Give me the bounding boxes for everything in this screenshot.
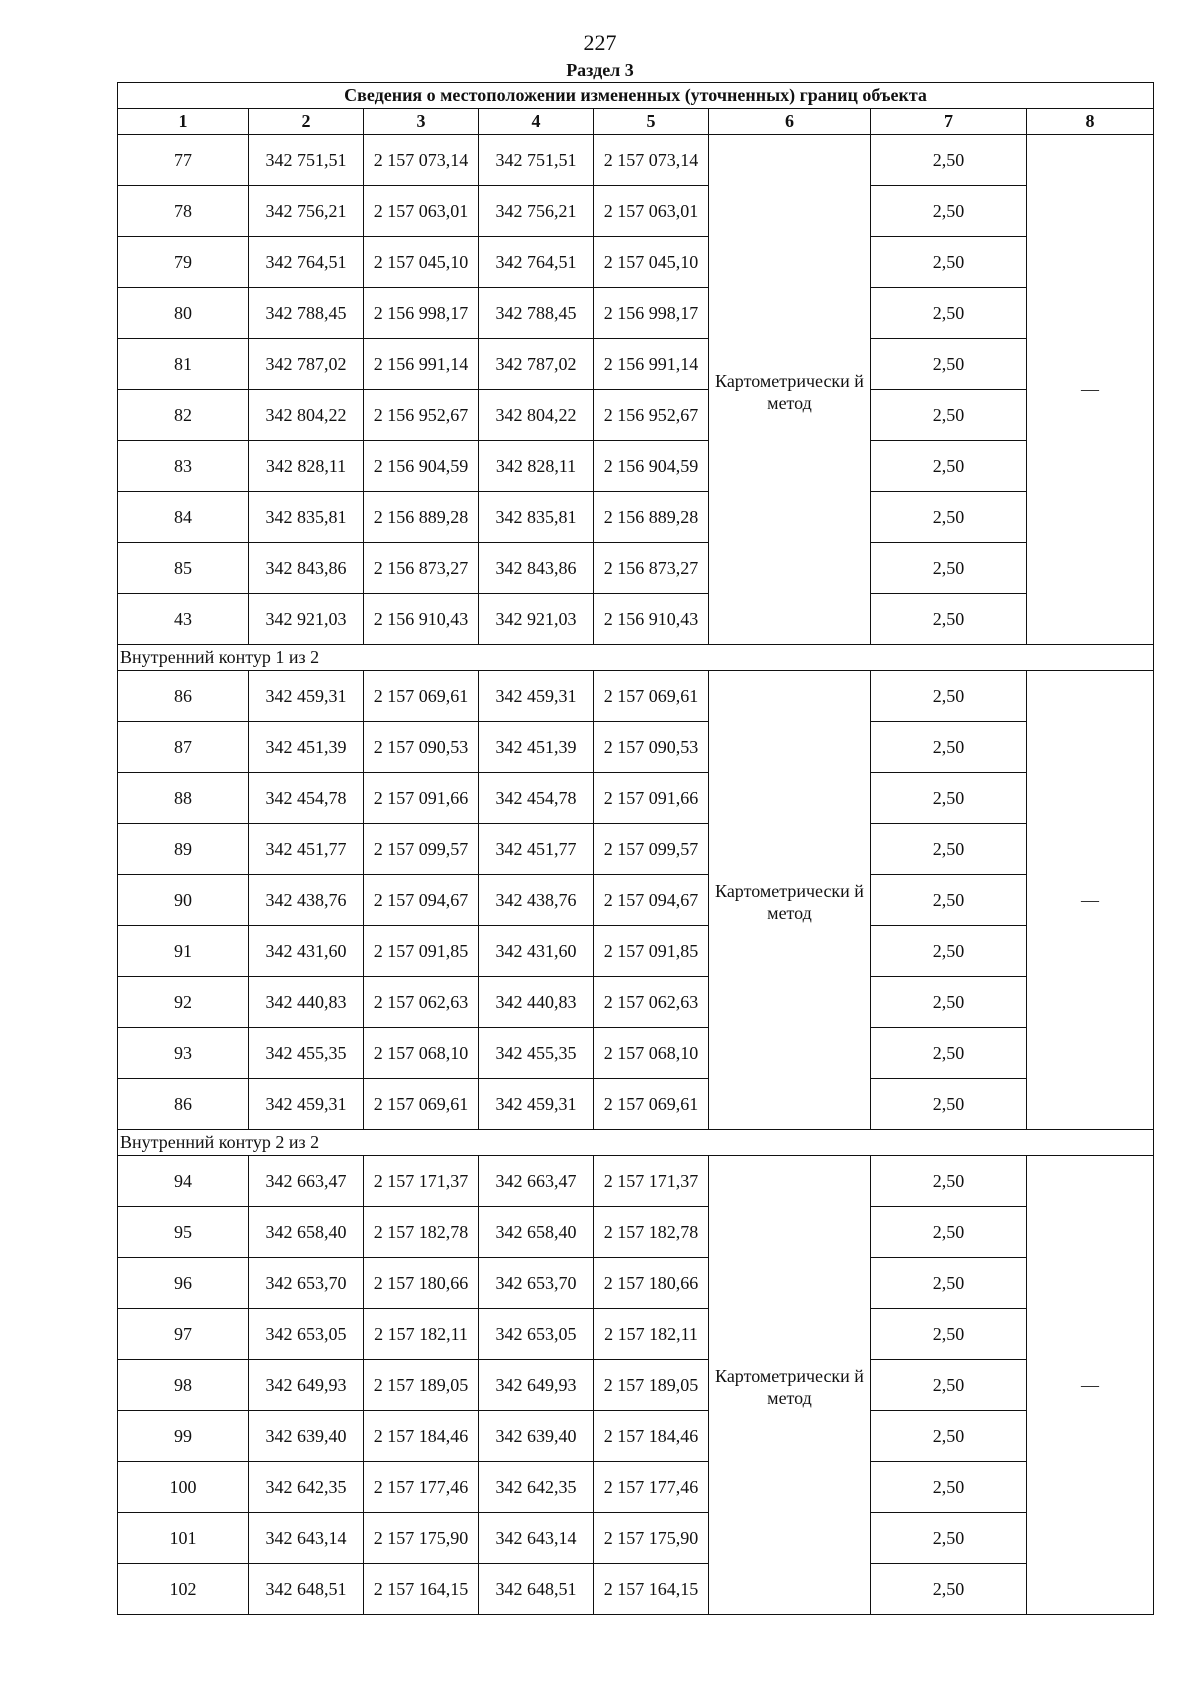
point-number: 88 <box>118 773 249 824</box>
x-new: 342 828,11 <box>479 441 594 492</box>
y-new: 2 156 991,14 <box>594 339 709 390</box>
table-row <box>118 1207 1154 1258</box>
point-number: 79 <box>118 237 249 288</box>
accuracy-value: 2,50 <box>871 1564 1027 1615</box>
note-cell: — <box>1027 135 1154 645</box>
y-new: 2 157 062,63 <box>594 977 709 1028</box>
table-row <box>118 1156 1154 1207</box>
table-row <box>118 773 1154 824</box>
column-number: 5 <box>594 109 709 135</box>
y-existing: 2 156 952,67 <box>364 390 479 441</box>
y-new: 2 157 180,66 <box>594 1258 709 1309</box>
x-existing: 342 459,31 <box>249 671 364 722</box>
y-new: 2 157 189,05 <box>594 1360 709 1411</box>
x-existing: 342 835,81 <box>249 492 364 543</box>
y-existing: 2 157 180,66 <box>364 1258 479 1309</box>
y-existing: 2 156 889,28 <box>364 492 479 543</box>
y-new: 2 157 099,57 <box>594 824 709 875</box>
method-cell: Картометрически й метод <box>709 1156 871 1615</box>
y-existing: 2 157 069,61 <box>364 671 479 722</box>
table-row <box>118 1028 1154 1079</box>
y-existing: 2 157 171,37 <box>364 1156 479 1207</box>
accuracy-value: 2,50 <box>871 1360 1027 1411</box>
x-new: 342 663,47 <box>479 1156 594 1207</box>
x-new: 342 835,81 <box>479 492 594 543</box>
accuracy-value: 2,50 <box>871 186 1027 237</box>
table-row <box>118 339 1154 390</box>
table-title-row <box>118 83 1154 109</box>
x-existing: 342 658,40 <box>249 1207 364 1258</box>
y-existing: 2 157 182,11 <box>364 1309 479 1360</box>
table-body <box>118 83 1154 1615</box>
x-existing: 342 756,21 <box>249 186 364 237</box>
y-existing: 2 157 177,46 <box>364 1462 479 1513</box>
point-number: 77 <box>118 135 249 186</box>
x-new: 342 787,02 <box>479 339 594 390</box>
y-new: 2 157 182,11 <box>594 1309 709 1360</box>
y-existing: 2 156 910,43 <box>364 594 479 645</box>
point-number: 89 <box>118 824 249 875</box>
contour-label: Внутренний контур 2 из 2 <box>118 1130 1154 1156</box>
table-row <box>118 1360 1154 1411</box>
y-existing: 2 157 094,67 <box>364 875 479 926</box>
x-new: 342 451,39 <box>479 722 594 773</box>
x-new: 342 455,35 <box>479 1028 594 1079</box>
y-existing: 2 157 182,78 <box>364 1207 479 1258</box>
y-new: 2 157 090,53 <box>594 722 709 773</box>
accuracy-value: 2,50 <box>871 441 1027 492</box>
table-row <box>118 1462 1154 1513</box>
x-existing: 342 451,39 <box>249 722 364 773</box>
y-existing: 2 157 184,46 <box>364 1411 479 1462</box>
x-new: 342 649,93 <box>479 1360 594 1411</box>
method-cell: Картометрически й метод <box>709 135 871 645</box>
point-number: 80 <box>118 288 249 339</box>
y-existing: 2 157 062,63 <box>364 977 479 1028</box>
contour-label-row <box>118 1130 1154 1156</box>
point-number: 94 <box>118 1156 249 1207</box>
boundary-table <box>117 82 1154 1615</box>
method-cell: Картометрически й метод <box>709 671 871 1130</box>
x-existing: 342 459,31 <box>249 1079 364 1130</box>
point-number: 86 <box>118 671 249 722</box>
y-new: 2 156 873,27 <box>594 543 709 594</box>
accuracy-value: 2,50 <box>871 237 1027 288</box>
column-number: 6 <box>709 109 871 135</box>
y-new: 2 157 164,15 <box>594 1564 709 1615</box>
x-new: 342 658,40 <box>479 1207 594 1258</box>
x-new: 342 642,35 <box>479 1462 594 1513</box>
y-new: 2 156 910,43 <box>594 594 709 645</box>
accuracy-value: 2,50 <box>871 1079 1027 1130</box>
point-number: 95 <box>118 1207 249 1258</box>
y-new: 2 157 045,10 <box>594 237 709 288</box>
table-row <box>118 977 1154 1028</box>
point-number: 87 <box>118 722 249 773</box>
y-new: 2 157 175,90 <box>594 1513 709 1564</box>
x-new: 342 454,78 <box>479 773 594 824</box>
point-number: 99 <box>118 1411 249 1462</box>
accuracy-value: 2,50 <box>871 1156 1027 1207</box>
column-number-row <box>118 109 1154 135</box>
table-row <box>118 1564 1154 1615</box>
y-new: 2 156 904,59 <box>594 441 709 492</box>
y-new: 2 156 889,28 <box>594 492 709 543</box>
x-existing: 342 438,76 <box>249 875 364 926</box>
column-number: 1 <box>118 109 249 135</box>
point-number: 85 <box>118 543 249 594</box>
table-row <box>118 1411 1154 1462</box>
x-existing: 342 431,60 <box>249 926 364 977</box>
y-new: 2 157 091,66 <box>594 773 709 824</box>
note-cell: — <box>1027 671 1154 1130</box>
accuracy-value: 2,50 <box>871 594 1027 645</box>
table-row <box>118 1258 1154 1309</box>
y-new: 2 157 177,46 <box>594 1462 709 1513</box>
point-number: 43 <box>118 594 249 645</box>
point-number: 82 <box>118 390 249 441</box>
column-number: 7 <box>871 109 1027 135</box>
point-number: 86 <box>118 1079 249 1130</box>
accuracy-value: 2,50 <box>871 1309 1027 1360</box>
x-existing: 342 788,45 <box>249 288 364 339</box>
point-number: 96 <box>118 1258 249 1309</box>
accuracy-value: 2,50 <box>871 926 1027 977</box>
table-row <box>118 722 1154 773</box>
x-new: 342 764,51 <box>479 237 594 288</box>
y-new: 2 157 184,46 <box>594 1411 709 1462</box>
y-existing: 2 156 873,27 <box>364 543 479 594</box>
point-number: 98 <box>118 1360 249 1411</box>
accuracy-value: 2,50 <box>871 1028 1027 1079</box>
y-new: 2 156 952,67 <box>594 390 709 441</box>
point-number: 100 <box>118 1462 249 1513</box>
x-new: 342 653,70 <box>479 1258 594 1309</box>
y-new: 2 157 069,61 <box>594 1079 709 1130</box>
page-number: 227 <box>583 30 617 55</box>
x-new: 342 451,77 <box>479 824 594 875</box>
y-existing: 2 157 063,01 <box>364 186 479 237</box>
x-existing: 342 804,22 <box>249 390 364 441</box>
accuracy-value: 2,50 <box>871 390 1027 441</box>
y-existing: 2 157 045,10 <box>364 237 479 288</box>
y-existing: 2 157 068,10 <box>364 1028 479 1079</box>
y-existing: 2 156 904,59 <box>364 441 479 492</box>
x-new: 342 438,76 <box>479 875 594 926</box>
point-number: 84 <box>118 492 249 543</box>
point-number: 81 <box>118 339 249 390</box>
accuracy-value: 2,50 <box>871 722 1027 773</box>
x-new: 342 843,86 <box>479 543 594 594</box>
x-new: 342 643,14 <box>479 1513 594 1564</box>
x-new: 342 639,40 <box>479 1411 594 1462</box>
point-number: 78 <box>118 186 249 237</box>
accuracy-value: 2,50 <box>871 1462 1027 1513</box>
table-row <box>118 543 1154 594</box>
x-existing: 342 653,70 <box>249 1258 364 1309</box>
y-new: 2 156 998,17 <box>594 288 709 339</box>
point-number: 97 <box>118 1309 249 1360</box>
contour-label: Внутренний контур 1 из 2 <box>118 645 1154 671</box>
accuracy-value: 2,50 <box>871 135 1027 186</box>
table-row <box>118 237 1154 288</box>
table-row <box>118 594 1154 645</box>
y-existing: 2 157 090,53 <box>364 722 479 773</box>
point-number: 93 <box>118 1028 249 1079</box>
table-row <box>118 1079 1154 1130</box>
x-existing: 342 649,93 <box>249 1360 364 1411</box>
x-existing: 342 653,05 <box>249 1309 364 1360</box>
accuracy-value: 2,50 <box>871 824 1027 875</box>
point-number: 83 <box>118 441 249 492</box>
x-existing: 342 648,51 <box>249 1564 364 1615</box>
x-new: 342 431,60 <box>479 926 594 977</box>
x-existing: 342 454,78 <box>249 773 364 824</box>
accuracy-value: 2,50 <box>871 671 1027 722</box>
table-row <box>118 492 1154 543</box>
table-row <box>118 441 1154 492</box>
accuracy-value: 2,50 <box>871 773 1027 824</box>
x-new: 342 921,03 <box>479 594 594 645</box>
point-number: 101 <box>118 1513 249 1564</box>
table-row <box>118 288 1154 339</box>
table-row <box>118 1309 1154 1360</box>
accuracy-value: 2,50 <box>871 339 1027 390</box>
section-title: Раздел 3 <box>566 60 634 80</box>
table-row <box>118 875 1154 926</box>
x-existing: 342 787,02 <box>249 339 364 390</box>
table-row <box>118 926 1154 977</box>
x-existing: 342 642,35 <box>249 1462 364 1513</box>
point-number: 92 <box>118 977 249 1028</box>
table-row <box>118 390 1154 441</box>
x-existing: 342 764,51 <box>249 237 364 288</box>
y-new: 2 157 063,01 <box>594 186 709 237</box>
accuracy-value: 2,50 <box>871 1207 1027 1258</box>
y-new: 2 157 068,10 <box>594 1028 709 1079</box>
x-existing: 342 639,40 <box>249 1411 364 1462</box>
column-number: 4 <box>479 109 594 135</box>
x-new: 342 653,05 <box>479 1309 594 1360</box>
y-existing: 2 157 189,05 <box>364 1360 479 1411</box>
y-existing: 2 157 091,85 <box>364 926 479 977</box>
x-existing: 342 921,03 <box>249 594 364 645</box>
x-new: 342 440,83 <box>479 977 594 1028</box>
x-existing: 342 451,77 <box>249 824 364 875</box>
x-existing: 342 663,47 <box>249 1156 364 1207</box>
x-new: 342 459,31 <box>479 671 594 722</box>
accuracy-value: 2,50 <box>871 543 1027 594</box>
y-existing: 2 156 998,17 <box>364 288 479 339</box>
table-row <box>118 671 1154 722</box>
y-existing: 2 157 164,15 <box>364 1564 479 1615</box>
x-new: 342 756,21 <box>479 186 594 237</box>
accuracy-value: 2,50 <box>871 1513 1027 1564</box>
table-row <box>118 1513 1154 1564</box>
column-number: 3 <box>364 109 479 135</box>
y-existing: 2 157 175,90 <box>364 1513 479 1564</box>
y-existing: 2 157 091,66 <box>364 773 479 824</box>
x-existing: 342 751,51 <box>249 135 364 186</box>
table-title: Сведения о местоположении измененных (уточненных) границ объекта <box>118 83 1154 109</box>
y-new: 2 157 091,85 <box>594 926 709 977</box>
y-new: 2 157 069,61 <box>594 671 709 722</box>
x-existing: 342 440,83 <box>249 977 364 1028</box>
note-cell: — <box>1027 1156 1154 1615</box>
y-new: 2 157 094,67 <box>594 875 709 926</box>
x-new: 342 648,51 <box>479 1564 594 1615</box>
y-existing: 2 157 099,57 <box>364 824 479 875</box>
table-row <box>118 824 1154 875</box>
table-row <box>118 186 1154 237</box>
accuracy-value: 2,50 <box>871 1411 1027 1462</box>
contour-label-row <box>118 645 1154 671</box>
x-existing: 342 455,35 <box>249 1028 364 1079</box>
point-number: 102 <box>118 1564 249 1615</box>
y-new: 2 157 182,78 <box>594 1207 709 1258</box>
point-number: 90 <box>118 875 249 926</box>
accuracy-value: 2,50 <box>871 875 1027 926</box>
x-existing: 342 828,11 <box>249 441 364 492</box>
y-new: 2 157 073,14 <box>594 135 709 186</box>
accuracy-value: 2,50 <box>871 492 1027 543</box>
accuracy-value: 2,50 <box>871 977 1027 1028</box>
x-new: 342 804,22 <box>479 390 594 441</box>
y-new: 2 157 171,37 <box>594 1156 709 1207</box>
column-number: 8 <box>1027 109 1154 135</box>
point-number: 91 <box>118 926 249 977</box>
y-existing: 2 156 991,14 <box>364 339 479 390</box>
x-existing: 342 643,14 <box>249 1513 364 1564</box>
accuracy-value: 2,50 <box>871 288 1027 339</box>
column-number: 2 <box>249 109 364 135</box>
accuracy-value: 2,50 <box>871 1258 1027 1309</box>
table-row <box>118 135 1154 186</box>
y-existing: 2 157 073,14 <box>364 135 479 186</box>
x-new: 342 751,51 <box>479 135 594 186</box>
x-new: 342 459,31 <box>479 1079 594 1130</box>
y-existing: 2 157 069,61 <box>364 1079 479 1130</box>
x-new: 342 788,45 <box>479 288 594 339</box>
x-existing: 342 843,86 <box>249 543 364 594</box>
